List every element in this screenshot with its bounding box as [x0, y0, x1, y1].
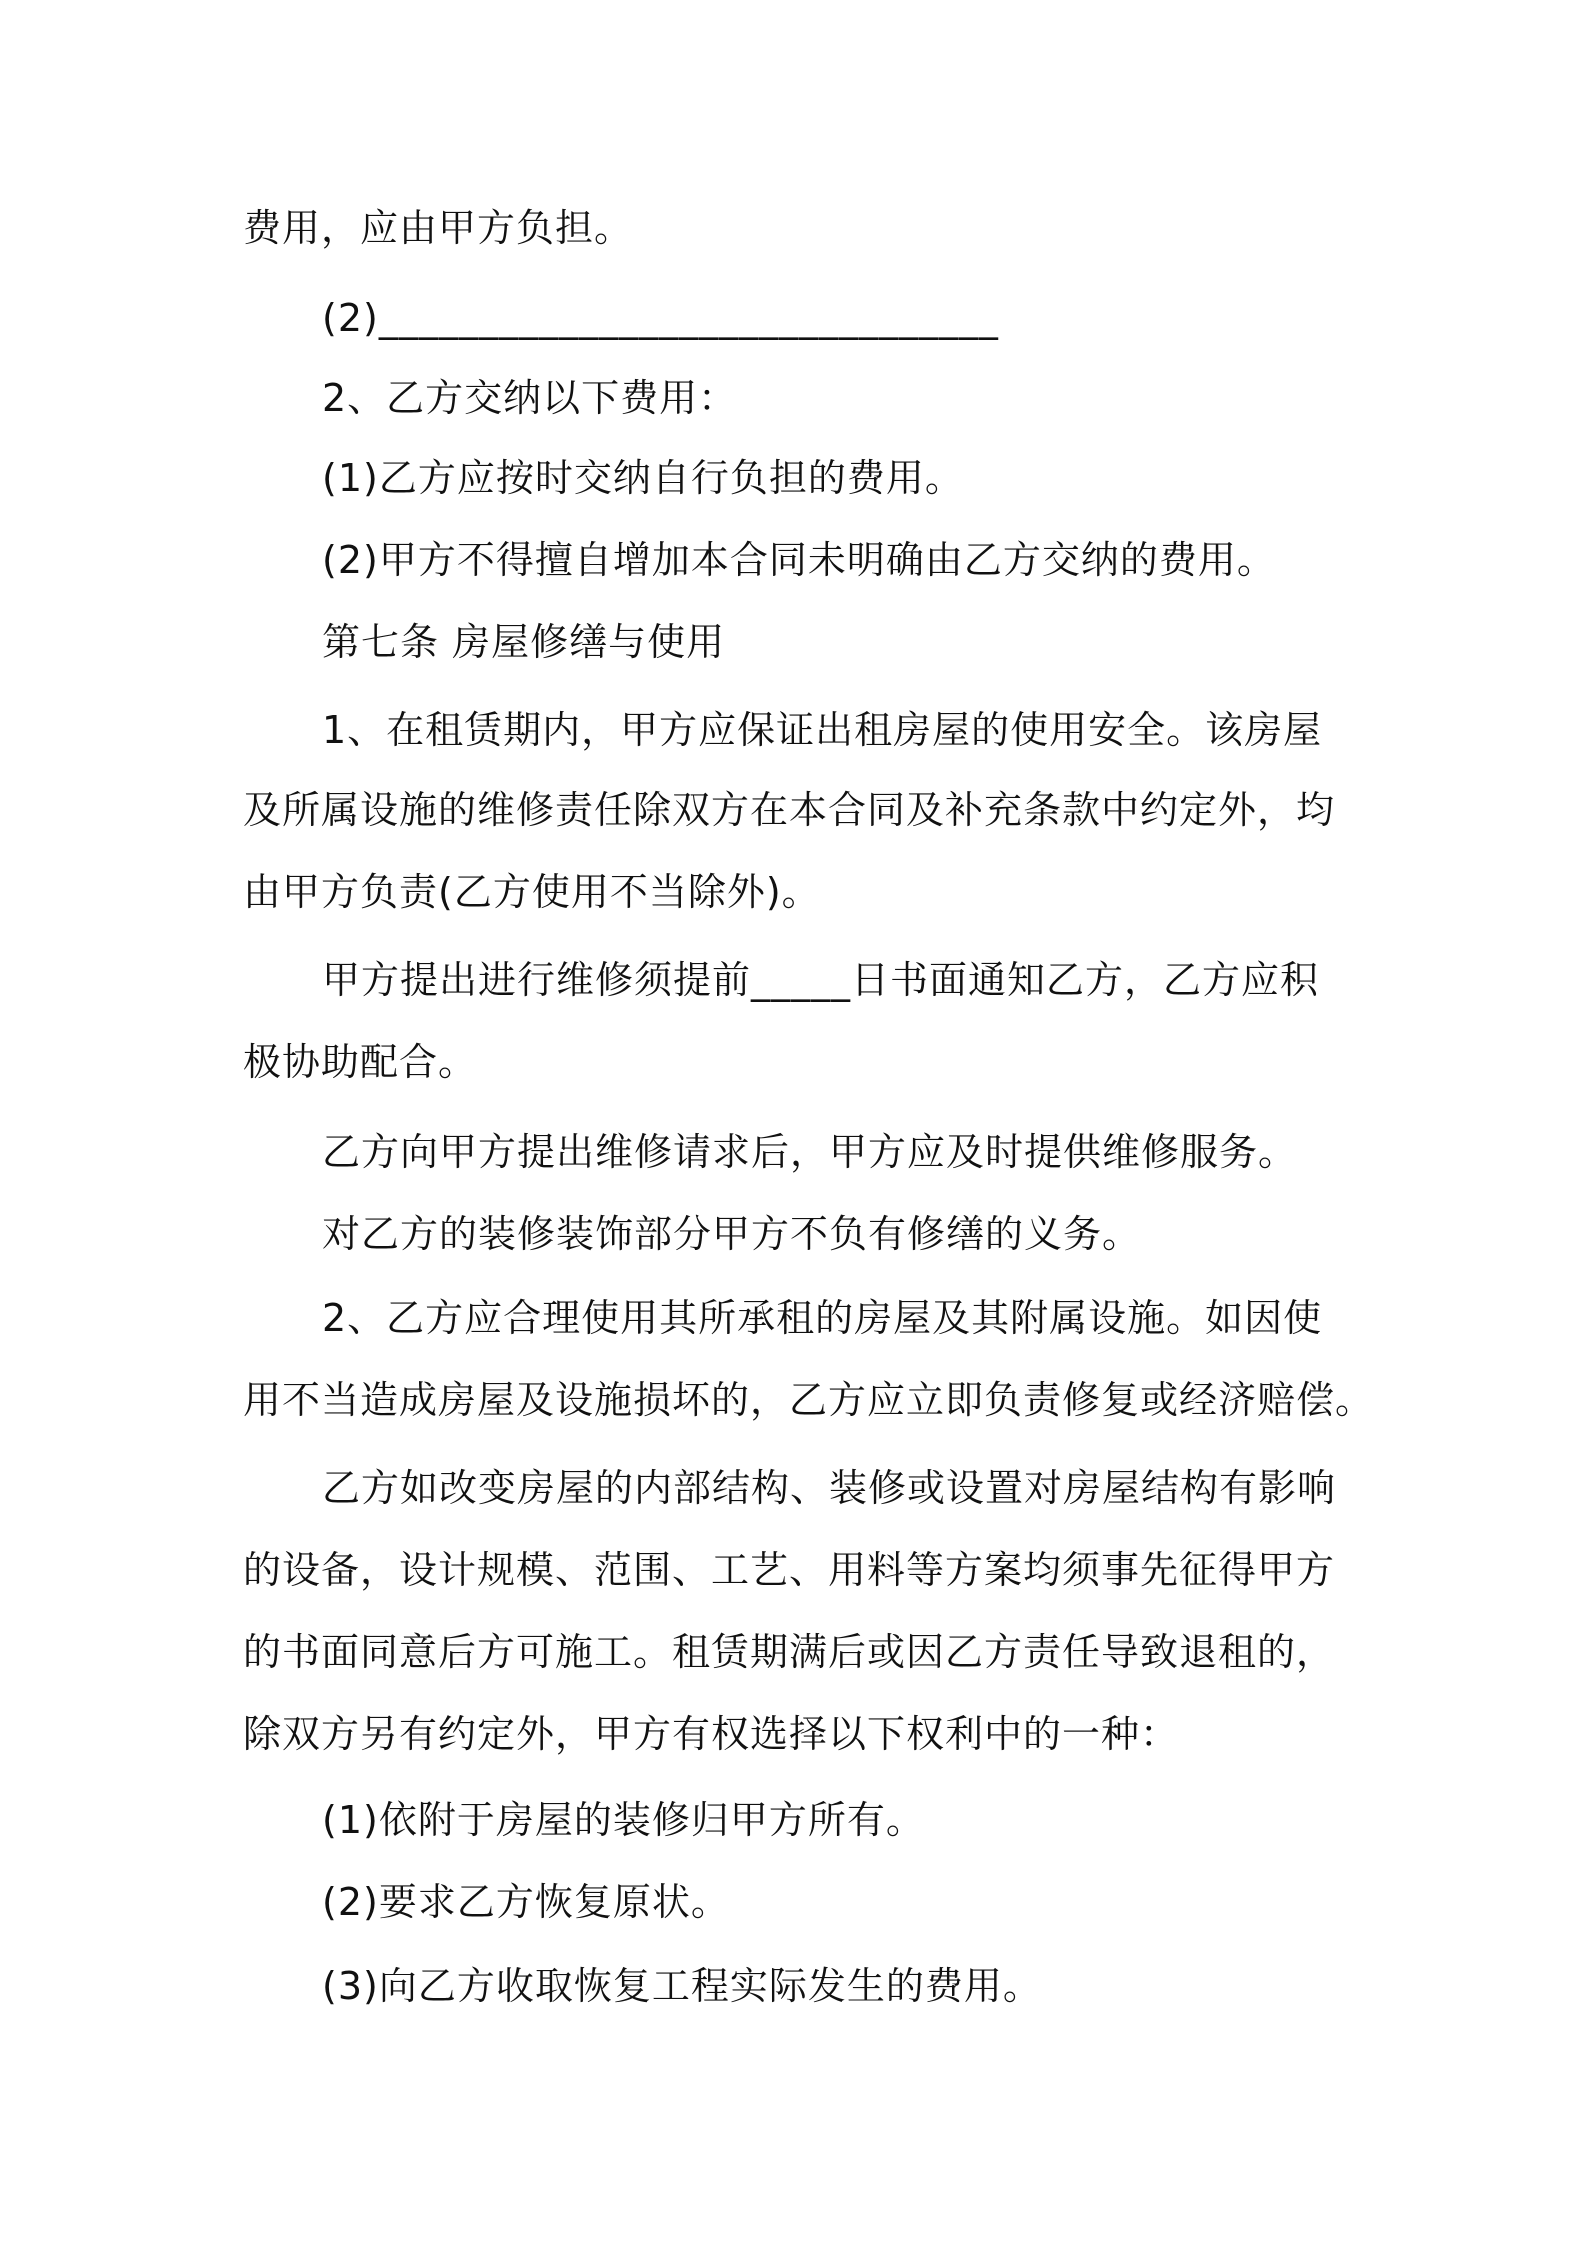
text-line: 对乙方的装修装饰部分甲方不负有修缮的义务。 — [322, 1212, 1142, 1256]
text-line: 2、乙方交纳以下费用： — [322, 376, 738, 420]
text-line: 除双方另有约定外，甲方有权选择以下权利中的一种： — [243, 1712, 1180, 1756]
text-line: (1)依附于房屋的装修归甲方所有。 — [322, 1798, 925, 1842]
text-line: (2)要求乙方恢复原状。 — [322, 1880, 730, 1924]
text-line: 费用，应由甲方负担。 — [243, 206, 634, 250]
text-line: 乙方向甲方提出维修请求后，甲方应及时提供维修服务。 — [322, 1130, 1298, 1174]
text-line: 由甲方负责(乙方使用不当除外)。 — [243, 870, 821, 914]
text-line: 用不当造成房屋及设施损坏的，乙方应立即负责修复或经济赔偿。 — [243, 1378, 1375, 1422]
text-line: 甲方提出进行维修须提前_____日书面通知乙方，乙方应积 — [322, 958, 1320, 1002]
text-line: (1)乙方应按时交纳自行负担的费用。 — [322, 456, 964, 500]
article-heading: 第七条 房屋修缮与使用 — [322, 620, 726, 664]
text-line: 极协助配合。 — [243, 1040, 478, 1084]
text-line: 2、乙方应合理使用其所承租的房屋及其附属设施。如因使 — [322, 1296, 1323, 1340]
text-line: 的书面同意后方可施工。租赁期满后或因乙方责任导致退租的， — [243, 1630, 1336, 1674]
text-line: (3)向乙方收取恢复工程实际发生的费用。 — [322, 1964, 1042, 2008]
text-line: 及所属设施的维修责任除双方在本合同及补充条款中约定外，均 — [243, 788, 1336, 832]
text-line: 乙方如改变房屋的内部结构、装修或设置对房屋结构有影响 — [322, 1466, 1337, 1510]
text-line: 的设备，设计规模、范围、工艺、用料等方案均须事先征得甲方 — [243, 1548, 1336, 1592]
text-line: 1、在租赁期内，甲方应保证出租房屋的使用安全。该房屋 — [322, 708, 1323, 752]
text-line: (2)_______________________________ — [322, 296, 999, 340]
text-line: (2)甲方不得擅自增加本合同未明确由乙方交纳的费用。 — [322, 538, 1276, 582]
